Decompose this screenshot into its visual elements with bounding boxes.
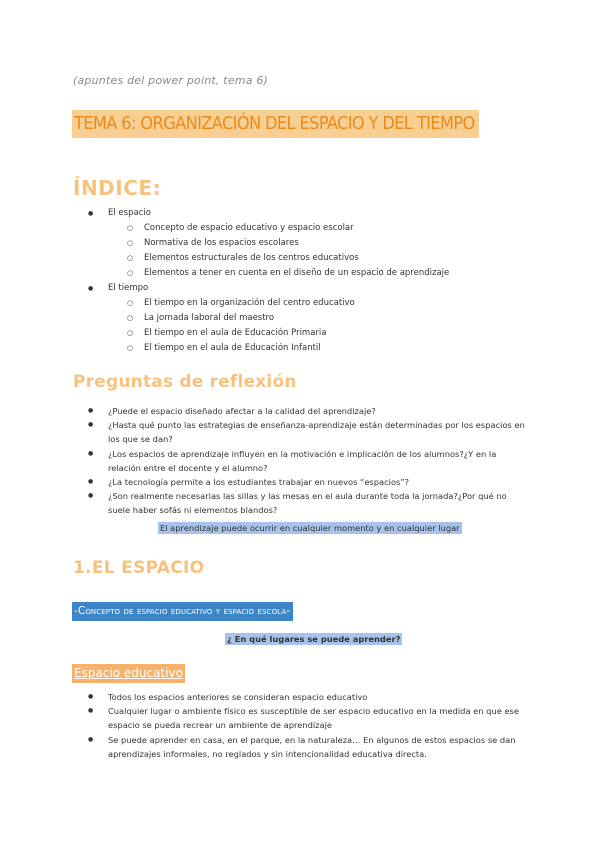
list-item: ● Se puede aprender en casa, en el parque, en la naturaleza… En algunos de estos espacios se dan aprendizajes informales, no reglados y sin intencionalidad educativa directa. — [88, 733, 528, 761]
question-item: ● ¿Hasta qué punto las estrategias de enseñanza-aprendizaje están determinadas por los espacios en los que se dan? — [88, 418, 528, 446]
highlighted-note: El aprendizaje puede ocurrir en cualquier momento y en cualquier lugar — [160, 523, 460, 533]
question-item: ● ¿Puede el espacio diseñado afectar a la calidad del aprendizaje? — [88, 404, 528, 418]
espacio-educativo-heading: Espacio educativo — [72, 664, 185, 683]
index-heading: ÍNDICE: — [73, 176, 162, 200]
reflection-heading: Preguntas de reflexión — [73, 372, 297, 392]
list-item: ● Cualquier lugar o ambiente físico es susceptible de ser espacio educativo en la medida en que ese espacio se pueda recrear un ambiente de aprendizaje — [88, 704, 528, 732]
subtitle: (apuntes del power point, tema 6) — [73, 74, 269, 87]
highlighted-question: ¿ En qué lugares se puede aprender? — [227, 634, 401, 644]
question-item: ● ¿La tecnología permite a los estudiantes trabajar en nuevos “espacios”? — [88, 475, 528, 489]
table-of-contents — [88, 206, 449, 356]
question-item: ● ¿Son realmente necesarias las sillas y las mesas en el aula durante toda la jornada?¿Por qué no suele haber sofás ni elementos blandos? — [88, 489, 528, 517]
toc-item: ○ El tiempo en el aula de Educación Infantil — [88, 341, 449, 356]
page-title: TEMA 6: ORGANIZACIÓN DEL ESPACIO Y DEL TIEMPO — [74, 113, 475, 134]
subsection-heading: -Concepto de espacio educativo y espacio escola- — [72, 602, 293, 621]
toc-item: ○ Elementos a tener en cuenta en el diseño de un espacio de aprendizaje — [88, 266, 449, 281]
toc-section-tiempo: ● El tiempo — [88, 281, 449, 296]
list-item: ● Todos los espacios anteriores se consideran espacio educativo — [88, 690, 528, 704]
toc-item: ○ Concepto de espacio educativo y espacio escolar — [88, 221, 449, 236]
section-heading-espacio: 1.EL ESPACIO — [73, 558, 205, 578]
toc-item: ○ La jornada laboral del maestro — [88, 311, 449, 326]
toc-item: ○ Elementos estructurales de los centros educativos — [88, 251, 449, 266]
toc-item: ○ El tiempo en la organización del centro educativo — [88, 296, 449, 311]
espacio-educativo-list — [88, 690, 528, 761]
toc-item: ○ Normativa de los espacios escolares — [88, 236, 449, 251]
reflection-questions — [88, 404, 528, 518]
question-item: ● ¿Los espacios de aprendizaje influyen en la motivación e implicación de los alumnos?¿Y en la relación entre el docente y el alumno? — [88, 447, 528, 475]
toc-section-espacio: ● El espacio — [88, 206, 449, 221]
toc-item: ○ El tiempo en el aula de Educación Primaria — [88, 326, 449, 341]
title-highlight — [72, 110, 479, 138]
